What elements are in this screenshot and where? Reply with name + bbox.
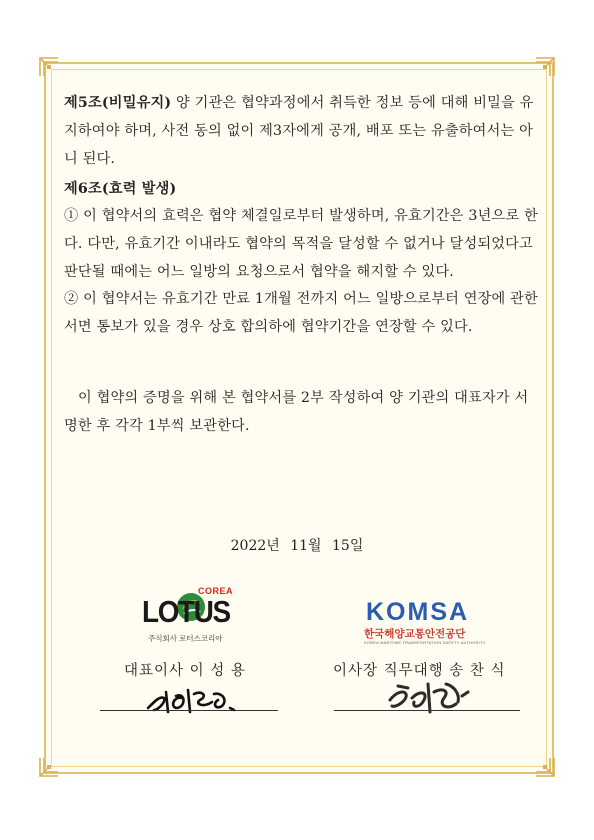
article-5 (64, 90, 539, 173)
left-signature-line (100, 710, 278, 711)
article-6-title: 제6조(효력 발생) (64, 181, 177, 197)
article-6 (64, 203, 539, 342)
corner-ornament-icon (534, 56, 556, 78)
article-5-title: 제5조(비밀유지) (64, 95, 172, 111)
article-6-clause-1: ① 이 협약서의 효력은 협약 체결일로부터 발생하며, 유효기간은 3년으로 한다. 다만, 유효기간 이내라도 협약의 목적을 달성할 수 없거나 달성되었다고 판단될 때에는 어느 일방의 요청으로서 협약을 해지할 수 있다. (64, 208, 538, 280)
corner-ornament-icon (38, 56, 60, 78)
lotus-corea-label: COREA (198, 586, 234, 596)
komsa-english-name: KOREA MARITIME TRANSPORTATION SAFETY AUTHORITY (364, 640, 486, 645)
right-signatory: 이사장 직무대행 송 찬 식 (333, 663, 506, 679)
closing-statement: 이 협약의 증명을 위해 본 협약서를 2부 작성하여 양 기관의 대표자가 서명한 후 각각 1부씩 보관한다. (64, 390, 529, 434)
lotus-korea-logo (142, 586, 238, 644)
article-5-body: 양 기관은 협약과정에서 취득한 정보 등에 대해 비밀을 유지하여야 하며, 사전 동의 없이 제3자에게 공개, 배포 또는 유출하여서는 아니 된다. (64, 95, 534, 167)
right-signature-image (384, 678, 472, 718)
left-signatory: 대표이사 이 성 용 (124, 663, 246, 679)
komsa-wordmark: KOMSA (366, 598, 470, 626)
komsa-korean-name: 한국해양교통안전공단 (364, 628, 466, 640)
article-6-clause-2: ② 이 협약서는 유효기간 만료 1개월 전까지 어느 일방으로부터 연장에 관한 서면 통보가 있을 경우 상호 합의하에 협약기간을 연장할 수 있다. (64, 291, 538, 336)
corner-ornament-icon (38, 756, 60, 778)
komsa-logo (364, 598, 488, 644)
lotus-company-name: 주식회사 로터스코리아 (148, 634, 223, 643)
signing-date: 2022년 11월 15일 (230, 538, 364, 554)
right-signature-line (334, 710, 520, 711)
corner-ornament-icon (534, 756, 556, 778)
lotus-wordmark: LOTUS (142, 594, 230, 629)
